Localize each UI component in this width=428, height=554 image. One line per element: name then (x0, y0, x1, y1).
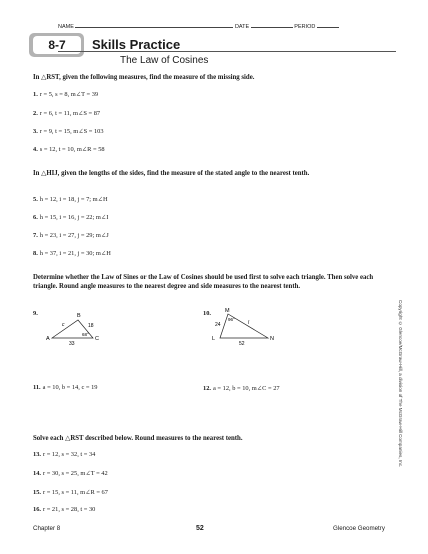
problem-number: 2. (33, 110, 38, 117)
problem-12 (203, 384, 280, 392)
section1-instruction: In △RST, given the following measures, find the measure of the missing side. (33, 74, 255, 81)
problem-text: h = 23, i = 27, j = 29; m∠J (39, 232, 109, 239)
vertex-m-label: M (225, 308, 230, 314)
problem-number: 12. (203, 385, 211, 392)
problem-11 (33, 384, 97, 391)
problem-2 (33, 109, 100, 117)
problem-8 (33, 249, 111, 257)
problem-number: 7. (33, 232, 38, 239)
problem-1 (33, 90, 98, 98)
problem-7 (33, 231, 109, 239)
problem-4 (33, 145, 105, 153)
side-m-length: 52 (239, 341, 245, 347)
section2-instruction: In △HIJ, given the lengths of the sides, find the measure of the stated angle to the nearest tenth. (33, 170, 310, 177)
name-date-period-row (58, 21, 370, 31)
problem-text: a = 10, b = 14, c = 19 (42, 384, 98, 391)
problem-9 (33, 310, 40, 317)
problem-text: r = 21, s = 28, t = 30 (43, 506, 96, 513)
period-blank[interactable] (317, 21, 339, 28)
name-blank[interactable] (75, 21, 233, 28)
problem-text: h = 37, i = 21, j = 30; m∠H (39, 250, 111, 257)
problem-text: r = 30, s = 25, m∠T = 42 (43, 470, 108, 477)
vertex-c-label: C (95, 336, 99, 342)
date-label: DATE (234, 24, 250, 30)
name-label: NAME (58, 24, 74, 30)
problem-number: 9. (33, 310, 38, 317)
period-label: PERIOD (294, 24, 316, 30)
footer-book-title: Glencoe Geometry (333, 525, 385, 532)
problem-number: 11. (33, 384, 41, 391)
side-l-label: l (248, 320, 250, 326)
section4-instruction: Solve each △RST described below. Round measures to the nearest tenth. (33, 435, 243, 442)
problem-13 (33, 451, 95, 458)
title-divider (58, 51, 396, 52)
problem-text: r = 12, s = 32, t = 34 (43, 451, 96, 458)
problem-text: r = 15, s = 11, m∠R = 67 (43, 489, 108, 496)
copyright-note: Copyright © Glencoe/McGraw-Hill, a division of The McGraw-Hill Companies, Inc. (398, 300, 403, 468)
problem-number: 15. (33, 489, 41, 496)
problem-3 (33, 127, 104, 135)
triangle-lmn-figure (210, 306, 310, 351)
vertex-l-label: L (212, 336, 216, 342)
problem-text: h = 15, i = 16, j = 22; m∠I (39, 214, 109, 221)
problem-16 (33, 506, 95, 513)
vertex-n-label: N (270, 336, 274, 342)
problem-5 (33, 195, 108, 203)
problem-text: r = 9, t = 15, m∠S = 103 (39, 128, 104, 135)
angle-m-measure: 96° (228, 317, 235, 322)
side-c-label: c (62, 322, 65, 328)
angle-c-measure: 68° (82, 332, 89, 337)
side-n-length: 24 (215, 322, 221, 328)
problem-number: 16. (33, 506, 41, 513)
problem-number: 10. (203, 310, 211, 317)
section3-instruction: Determine whether the Law of Sines or the Law of Cosines should be used first to solve each triangle. Then solve each triangle. Round angle measures to the nearest degree and side measures to the nearest tenth. (33, 274, 374, 290)
vertex-a-label: A (46, 336, 50, 342)
problem-text: r = 5, s = 8, m∠T = 39 (39, 91, 99, 98)
date-blank[interactable] (251, 21, 293, 28)
triangle-abc-figure (40, 310, 140, 350)
problem-6 (33, 213, 108, 221)
problem-number: 5. (33, 196, 38, 203)
side-a-length: 18 (88, 323, 94, 329)
problem-number: 8. (33, 250, 38, 257)
problem-text: r = 6, t = 11, m∠S = 87 (39, 110, 101, 117)
problem-number: 1. (33, 91, 38, 98)
problem-text: a = 12, b = 10, m∠C = 27 (213, 385, 280, 392)
footer-page-number: 52 (196, 525, 204, 532)
footer-chapter: Chapter 8 (33, 525, 61, 532)
problem-number: 4. (33, 146, 38, 153)
problem-text: s = 12, t = 10, m∠R = 58 (39, 146, 105, 153)
page-subtitle: The Law of Cosines (120, 55, 209, 66)
problem-number: 6. (33, 214, 38, 221)
lesson-number: 8-7 (33, 36, 81, 54)
problem-text: h = 12, i = 18, j = 7; m∠H (39, 196, 108, 203)
side-b-length: 33 (69, 341, 75, 347)
page-title: Skills Practice (92, 37, 181, 52)
problem-number: 3. (33, 128, 38, 135)
vertex-b-label: B (77, 313, 81, 319)
problem-15 (33, 488, 108, 496)
problem-14 (33, 469, 108, 477)
problem-number: 14. (33, 470, 41, 477)
problem-number: 13. (33, 451, 41, 458)
